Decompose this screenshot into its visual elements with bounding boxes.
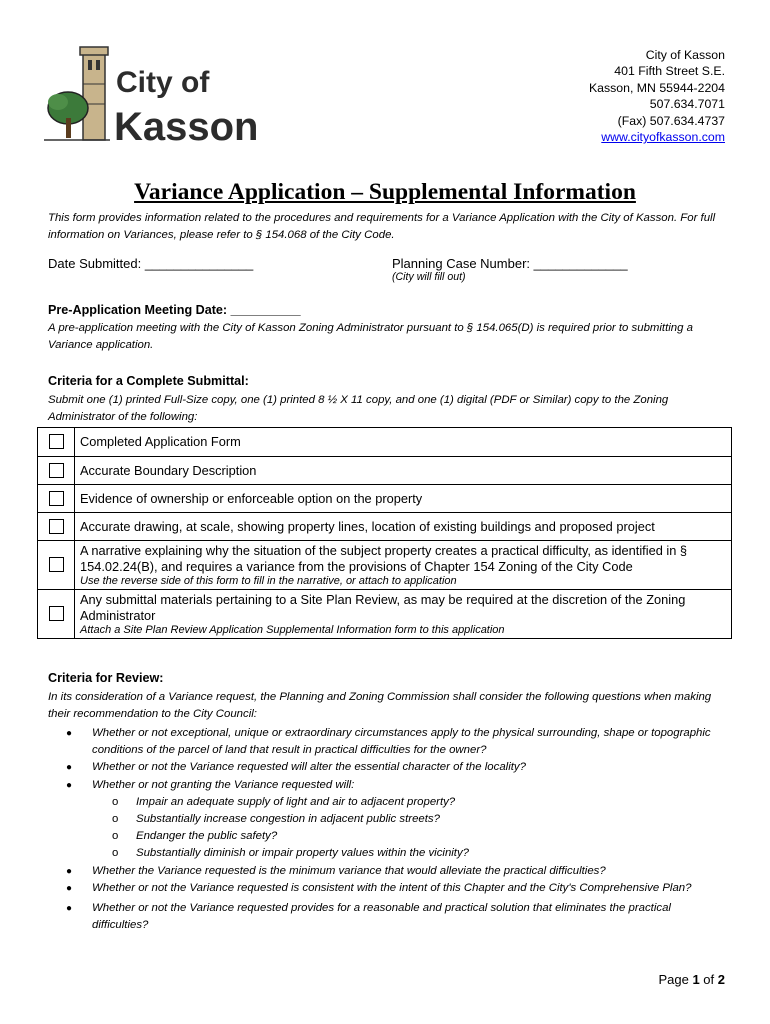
sub-list-item: o Substantially increase congestion in adjacent public streets? [92,811,728,828]
planning-case-number-field[interactable]: Planning Case Number: _____________ [392,256,628,271]
checklist-row [38,428,732,457]
checklist-label: Evidence of ownership or enforceable option on the property [80,490,423,506]
checklist-label: Accurate drawing, at scale, showing property lines, location of existing buildings and proposed project [80,518,655,534]
list-item: ● Whether or not the Variance requested is consistent with the intent of this Chapter and the City's Comprehensive Plan? [48,880,728,897]
review-criteria-list [48,725,728,934]
address-phone: 507.634.7071 [649,97,725,112]
checklist-row [38,541,732,590]
bullet-icon: ● [66,882,73,894]
logo-line1: City of [116,66,210,99]
checkbox[interactable] [49,434,64,449]
list-item: ● Whether or not the Variance requested provides for a reasonable and practical solution that eliminates the practical difficulties? [66,902,671,932]
checklist-row [38,457,732,485]
checklist-row [38,590,732,639]
sub-list-item: o Substantially diminish or impair property values within the vicinity? [92,845,728,862]
checkbox[interactable] [49,606,64,621]
checkbox[interactable] [49,557,64,572]
sub-criteria-list [92,794,728,863]
checklist-label: Completed Application Form [80,434,241,449]
checklist-label: Any submittal materials pertaining to a Site Plan Review, as may be required at the discretion of the Zoning Administrator [80,591,686,623]
list-item: ● Whether or not the Variance requested will alter the essential character of the locality? [48,759,728,776]
intro-text: This form provides information related to the procedures and requirements for a Variance Application with the City of Kasson. For full information on Variances, please refer to § 154.068 of the City Code. [48,212,716,241]
bullet-icon: ● [66,865,73,877]
bullet-icon: ● [66,903,73,915]
planning-case-note: (City will fill out) [392,271,466,283]
circle-bullet-icon: o [112,813,119,826]
website-link[interactable]: www.cityofkasson.com [601,130,725,145]
circle-bullet-icon: o [112,847,119,860]
review-text: In its consideration of a Variance request, the Planning and Zoning Commission shall consider the following questions when making their recommendation to the City Council: [48,691,712,720]
checklist-row [38,513,732,541]
date-submitted-field[interactable]: Date Submitted: _______________ [48,256,254,271]
checklist-note: Use the reverse side of this form to fill in the narrative, or attach to application [80,574,457,587]
page-number: Page 1 of 2 [658,972,725,987]
checklist-row [38,485,732,513]
circle-bullet-icon: o [112,795,119,808]
submittal-checklist [37,427,732,639]
complete-submittal-heading: Criteria for a Complete Submittal: [48,374,249,388]
bullet-icon: ● [66,762,73,774]
bullet-icon: ● [66,728,73,739]
city-logo [44,44,274,148]
address-fax: (Fax) 507.634.4737 [617,113,725,128]
checkbox[interactable] [49,463,64,478]
sub-list-item: o Impair an adequate supply of light and air to adjacent property? [92,794,728,811]
review-heading: Criteria for Review: [48,671,164,685]
address-street: 401 Fifth Street S.E. [614,64,725,79]
pre-application-heading[interactable]: Pre-Application Meeting Date: __________ [48,303,301,317]
list-item: ● Whether the Variance requested is the minimum variance that would alleviate the practical difficulties? [48,863,728,880]
document-title: Variance Application – Supplemental Information [134,179,636,205]
pre-application-text: A pre-application meeting with the City of Kasson Zoning Administrator pursuant to § 154.065(D) is required prior to submitting a Variance application. [48,322,693,351]
checkbox[interactable] [49,519,64,534]
checklist-label: A narrative explaining why the situation of the subject property creates a practical difficulty, as identified in § 154.02.24(B), and requires a variance from the provisions of Chapter 154 Zoning of the City Code [80,542,688,574]
logo-line2: Kasson [114,105,259,148]
list-item: ● Whether or not exceptional, unique or extraordinary circumstances apply to the physical surrounding, shape or topographic conditions of the parcel of land that result in practical difficulties for the owner? [66,727,711,757]
city-address [589,47,725,145]
complete-submittal-text: Submit one (1) printed Full-Size copy, one (1) printed 8 ½ X 11 copy, and one (1) digital (PDF or Similar) copy to the Zoning Administrator of the following: [48,394,669,423]
checkbox[interactable] [49,491,64,506]
list-item: ● Whether or not granting the Variance requested will: o Impair an adequate supply of light and air to adjacent property? o Substantially increase congestion in adjacent public streets? o Endanger the public safety? o Substantially diminish or impair property values within the vicinity? [48,777,728,863]
address-name: City of Kasson [645,48,725,62]
checklist-label: Accurate Boundary Description [80,462,257,478]
checklist-note: Attach a Site Plan Review Application Supplemental Information form to this application [80,623,505,636]
bullet-icon: ● [66,779,73,791]
sub-list-item: o Endanger the public safety? [92,828,728,845]
address-city: Kasson, MN 55944-2204 [588,80,725,95]
circle-bullet-icon: o [112,830,119,843]
